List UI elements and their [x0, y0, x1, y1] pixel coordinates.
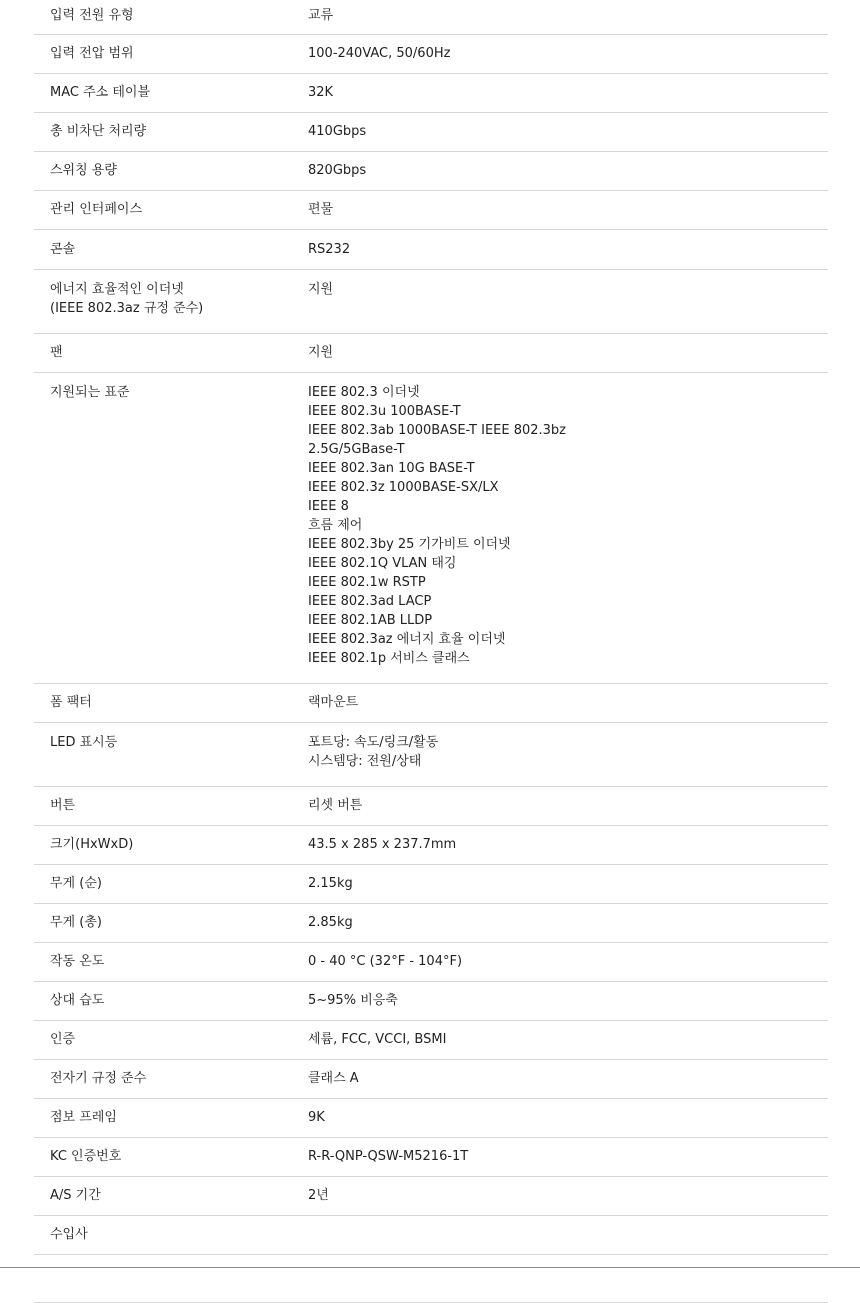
- spec-value-line: 교류: [308, 8, 334, 23]
- spec-value-line: IEEE 802.1p 서비스 클래스: [308, 651, 470, 666]
- spec-value-line: IEEE 802.3u 100BASE-T: [308, 404, 461, 419]
- spec-value: [308, 1021, 828, 1060]
- spec-label: [34, 1255, 308, 1303]
- spec-row: [34, 982, 828, 1021]
- spec-label-line: KC 인증번호: [50, 1149, 122, 1164]
- spec-label-line: 팬: [50, 345, 63, 360]
- spec-label-line: 무게 (총): [50, 915, 102, 930]
- spec-value-line: 지원: [308, 345, 334, 360]
- spec-row: [34, 1177, 828, 1216]
- spec-value-line: IEEE 802.3az 에너지 효율 이더넷: [308, 632, 506, 647]
- spec-row: [34, 373, 828, 684]
- spec-label: [34, 982, 308, 1021]
- spec-value-line: 시스템당: 전원/상태: [308, 754, 422, 769]
- spec-value-line: 리셋 버튼: [308, 798, 363, 813]
- spec-label-line: 콘솔: [50, 242, 76, 257]
- spec-row: [34, 0, 828, 35]
- spec-label-line: 전자기 규정 준수: [50, 1071, 147, 1086]
- spec-label-line: LED 표시등: [50, 735, 118, 750]
- spec-label-line: 인증: [50, 1032, 76, 1047]
- spec-value: [308, 723, 828, 787]
- spec-row: [34, 230, 828, 270]
- spec-label-line: 스위칭 용량: [50, 163, 117, 178]
- spec-row: [34, 74, 828, 113]
- spec-label: [34, 684, 308, 723]
- spec-row: [34, 35, 828, 74]
- spec-row: [34, 1060, 828, 1099]
- spec-value-line: 0 - 40 °C (32°F - 104°F): [308, 954, 463, 969]
- spec-value: [308, 982, 828, 1021]
- spec-row: [34, 191, 828, 230]
- spec-value-line: 지원: [308, 282, 334, 297]
- spec-value: [308, 1060, 828, 1099]
- spec-value-line: 100-240VAC, 50/60Hz: [308, 46, 451, 61]
- spec-value-line: 세륨, FCC, VCCI, BSMI: [308, 1032, 447, 1047]
- spec-label-line: 에너지 효율적인 이더넷: [50, 282, 184, 297]
- spec-value-line: 랙마운트: [308, 695, 359, 710]
- spec-value: [308, 1099, 828, 1138]
- spec-value: [308, 334, 828, 373]
- spec-value: [308, 904, 828, 943]
- spec-row: [34, 723, 828, 787]
- spec-row: [34, 152, 828, 191]
- spec-value-line: IEEE 802.3by 25 기가비트 이더넷: [308, 537, 511, 552]
- spec-value: [308, 826, 828, 865]
- spec-label-line: 점보 프레임: [50, 1110, 117, 1125]
- spec-table: [34, 0, 828, 1303]
- spec-value-line: 43.5 x 285 x 237.7mm: [308, 837, 457, 852]
- spec-label-line: 상대 습도: [50, 993, 105, 1008]
- spec-value: [308, 943, 828, 982]
- spec-value-line: 2년: [308, 1188, 329, 1203]
- spec-row: [34, 113, 828, 152]
- spec-label-line: MAC 주소 테이블: [50, 85, 151, 100]
- spec-row: [34, 943, 828, 982]
- spec-value: [308, 1177, 828, 1216]
- spec-value-line: 820Gbps: [308, 163, 367, 178]
- spec-label: [34, 943, 308, 982]
- spec-row: [34, 1099, 828, 1138]
- spec-label: [34, 1216, 308, 1255]
- spec-value: [308, 0, 828, 35]
- spec-label: [34, 113, 308, 152]
- spec-label: [34, 1060, 308, 1099]
- spec-value-line: IEEE 802.3z 1000BASE-SX/LX: [308, 480, 499, 495]
- spec-value: [308, 1216, 828, 1255]
- spec-value: [308, 787, 828, 826]
- spec-row: [34, 904, 828, 943]
- spec-row: [34, 865, 828, 904]
- spec-value: [308, 74, 828, 113]
- spec-label: [34, 230, 308, 270]
- spec-label: [34, 904, 308, 943]
- spec-value-line: 클래스 A: [308, 1071, 359, 1086]
- spec-label: [34, 35, 308, 74]
- spec-label: [34, 270, 308, 334]
- spec-table-body: [34, 0, 828, 1303]
- spec-value-line: IEEE 802.1AB LLDP: [308, 613, 433, 628]
- spec-label-line: 크기(HxWxD): [50, 837, 134, 852]
- spec-row: [34, 787, 828, 826]
- spec-label: [34, 865, 308, 904]
- spec-label-line: 관리 인터페이스: [50, 202, 143, 217]
- spec-value-line: 2.15kg: [308, 876, 353, 891]
- spec-row: [34, 270, 828, 334]
- spec-label-line: 무게 (순): [50, 876, 102, 891]
- spec-value-line: 410Gbps: [308, 124, 367, 139]
- spec-value-line: 9K: [308, 1110, 325, 1125]
- spec-label: [34, 74, 308, 113]
- spec-label: [34, 191, 308, 230]
- spec-label: [34, 1177, 308, 1216]
- bottom-divider: [0, 1267, 860, 1268]
- spec-label-line: (IEEE 802.3az 규정 준수): [50, 301, 204, 316]
- spec-row: [34, 334, 828, 373]
- spec-value: [308, 1138, 828, 1177]
- spec-value-line: IEEE 802.3ad LACP: [308, 594, 432, 609]
- spec-label: [34, 0, 308, 35]
- spec-label-line: 수입사: [50, 1227, 88, 1242]
- spec-label: [34, 1099, 308, 1138]
- spec-value-line: 32K: [308, 85, 334, 100]
- spec-label-line: 총 비차단 처리량: [50, 124, 147, 139]
- spec-row: [34, 826, 828, 865]
- spec-label-line: 폼 팩터: [50, 695, 92, 710]
- spec-row: [34, 684, 828, 723]
- spec-label: [34, 826, 308, 865]
- spec-label: [34, 373, 308, 684]
- spec-value: [308, 35, 828, 74]
- spec-value: [308, 1255, 828, 1303]
- spec-value: [308, 152, 828, 191]
- spec-value-line: IEEE 802.3 이더넷: [308, 385, 420, 400]
- spec-row: [34, 1255, 828, 1303]
- spec-value-line: 2.85kg: [308, 915, 353, 930]
- spec-value-line: IEEE 802.3an 10G BASE-T: [308, 461, 475, 476]
- spec-value: [308, 373, 828, 684]
- spec-label: [34, 723, 308, 787]
- spec-value-line: 2.5G/5GBase-T: [308, 442, 405, 457]
- spec-value-line: IEEE 8: [308, 499, 349, 514]
- spec-value: [308, 113, 828, 152]
- spec-label-line: 입력 전압 범위: [50, 46, 134, 61]
- spec-value: [308, 684, 828, 723]
- spec-value: [308, 191, 828, 230]
- spec-row: [34, 1216, 828, 1255]
- spec-value-line: IEEE 802.1Q VLAN 태깅: [308, 556, 457, 571]
- spec-row: [34, 1021, 828, 1060]
- spec-row: [34, 1138, 828, 1177]
- spec-label-line: 작동 온도: [50, 954, 105, 969]
- spec-label: [34, 152, 308, 191]
- spec-value-line: IEEE 802.3ab 1000BASE-T IEEE 802.3bz: [308, 423, 567, 438]
- spec-label-line: 지원되는 표준: [50, 385, 130, 400]
- spec-value-line: 5~95% 비응축: [308, 993, 398, 1008]
- spec-label-line: 입력 전원 유형: [50, 8, 134, 23]
- spec-label-line: A/S 기간: [50, 1188, 101, 1203]
- spec-value-line: 포트당: 속도/링크/활동: [308, 735, 439, 750]
- spec-label: [34, 1138, 308, 1177]
- spec-value: [308, 230, 828, 270]
- spec-value-line: IEEE 802.1w RSTP: [308, 575, 426, 590]
- spec-label: [34, 334, 308, 373]
- spec-label: [34, 1021, 308, 1060]
- spec-value-line: R-R-QNP-QSW-M5216-1T: [308, 1149, 469, 1164]
- spec-label-line: 버튼: [50, 798, 76, 813]
- spec-value-line: 흐름 제어: [308, 518, 363, 533]
- spec-label: [34, 787, 308, 826]
- spec-value-line: RS232: [308, 242, 351, 257]
- spec-value: [308, 270, 828, 334]
- spec-value: [308, 865, 828, 904]
- spec-value-line: 편물: [308, 202, 334, 217]
